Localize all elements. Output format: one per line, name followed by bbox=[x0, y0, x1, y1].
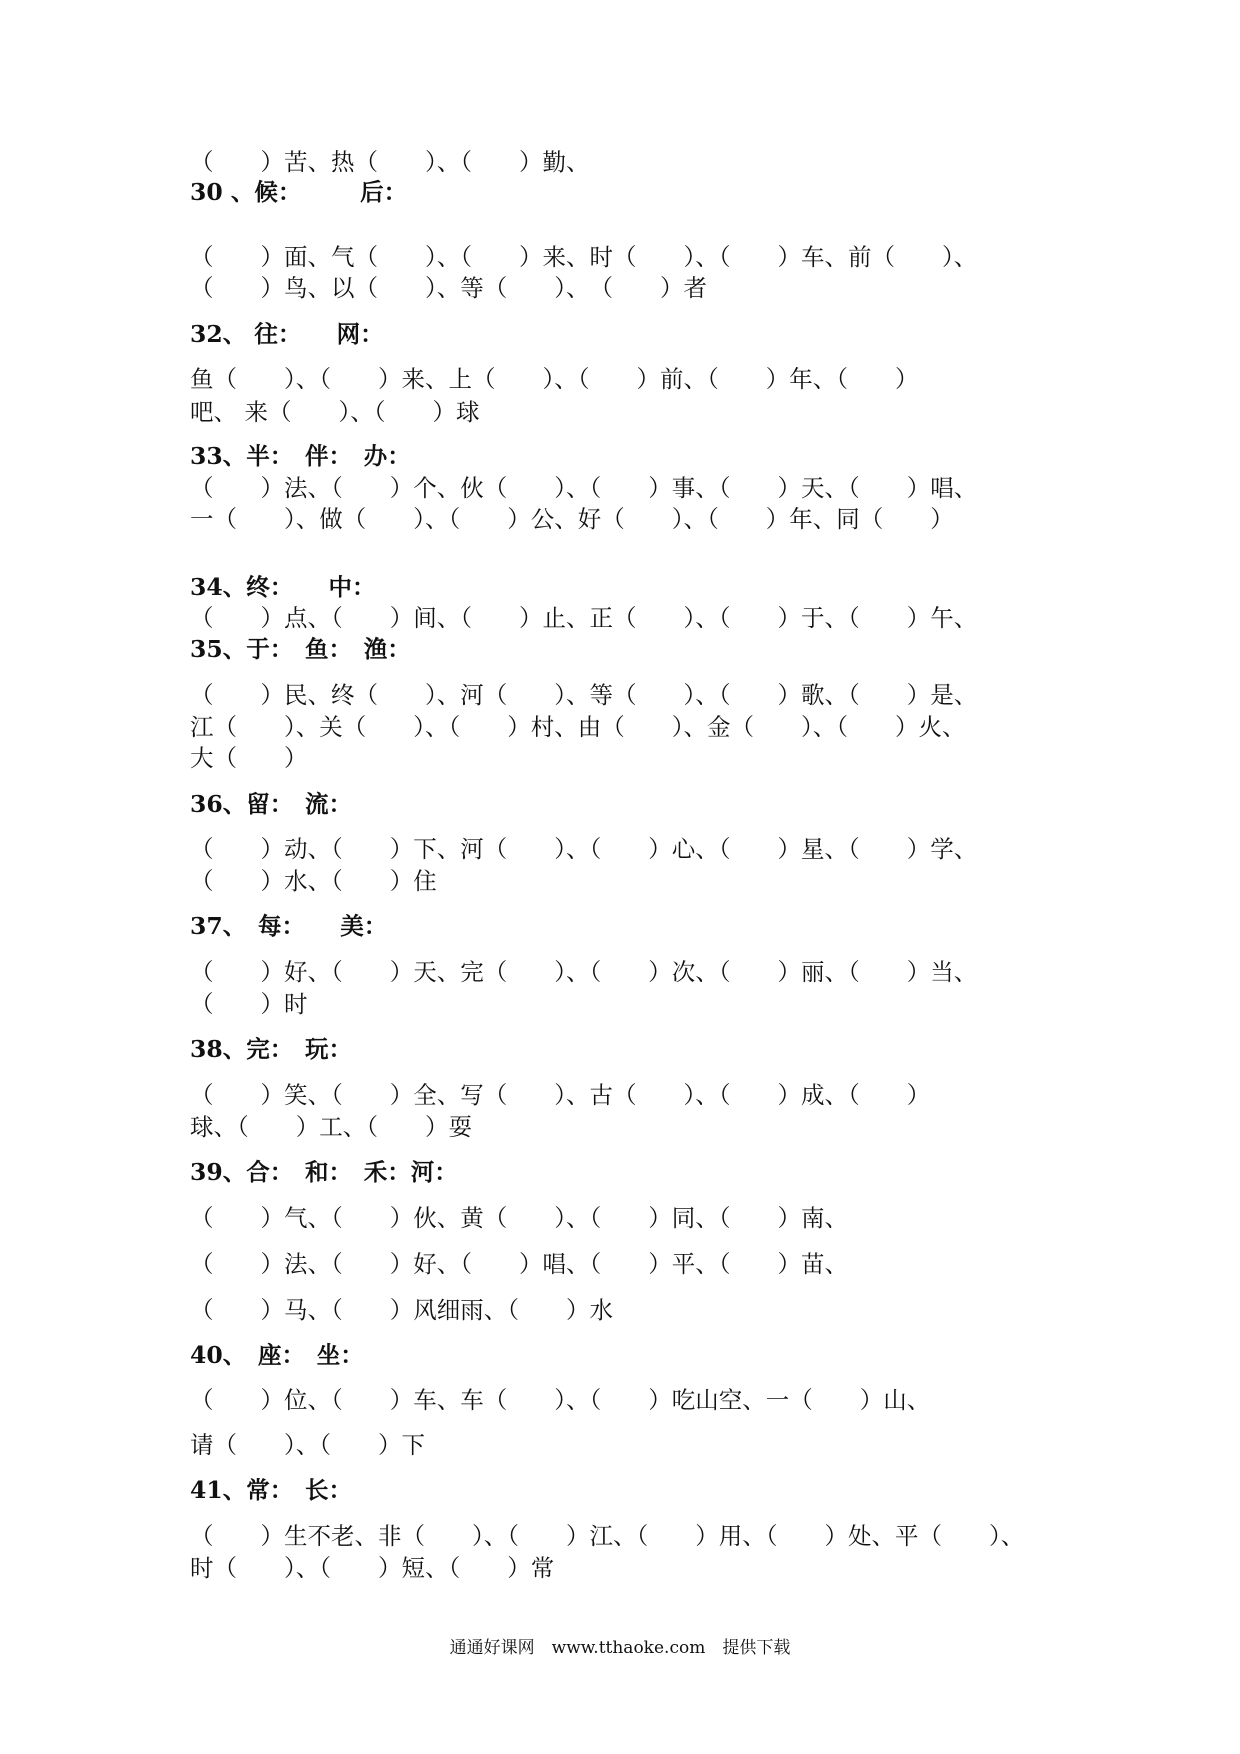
exercise-line: （ ）面、气（ ）、（ ）来、时（ ）、（ ）车、前（ ）、 bbox=[190, 243, 978, 271]
exercise-line: （ ）民、终（ ）、河（ ）、等（ ）、（ ）歌、（ ）是、 bbox=[190, 681, 978, 709]
question-heading: 39、合： 和： 禾：河： bbox=[190, 1158, 458, 1186]
footer-credit: 通通好课网 www.tthaoke.com 提供下载 bbox=[449, 1638, 791, 1658]
exercise-line: （ ）鸟、以（ ）、等（ ）、 （ ）者 bbox=[190, 274, 707, 302]
exercise-line: 球、（ ）工、（ ）耍 bbox=[190, 1113, 472, 1141]
exercise-line: （ ）马、（ ）风细雨、（ ）水 bbox=[190, 1296, 613, 1324]
exercise-line: （ ）水、（ ）住 bbox=[190, 867, 437, 895]
exercise-line: （ ）苦、热（ ）、（ ）勤、 bbox=[190, 148, 590, 176]
question-heading: 41、常： 长： bbox=[190, 1476, 352, 1504]
exercise-line: 请（ ）、（ ）下 bbox=[190, 1431, 425, 1459]
exercise-line: 江（ ）、关（ ）、（ ）村、由（ ）、金（ ）、（ ）火、 bbox=[190, 713, 966, 741]
exercise-line: （ ）生不老、非（ ）、（ ）江、（ ）用、（ ）处、平（ ）、 bbox=[190, 1522, 1025, 1550]
exercise-line: （ ）点、（ ）间、（ ）止、正（ ）、（ ）于、（ ）午、 bbox=[190, 604, 978, 632]
question-heading: 32、 往： 网： bbox=[190, 320, 384, 348]
question-heading: 34、终： 中： bbox=[190, 573, 376, 601]
exercise-line: （ ）时 bbox=[190, 990, 308, 1018]
exercise-line: 大（ ） bbox=[190, 744, 308, 772]
question-heading: 33、半： 伴： 办： bbox=[190, 442, 411, 470]
exercise-line: （ ）法、（ ）个、伙（ ）、（ ）事、（ ）天、（ ）唱、 bbox=[190, 474, 978, 502]
exercise-line: 时（ ）、（ ）短、（ ）常 bbox=[190, 1554, 555, 1582]
exercise-line: 一（ ）、做（ ）、（ ）公、好（ ）、（ ）年、同（ ） bbox=[190, 505, 954, 533]
question-heading: 40、 座： 坐： bbox=[190, 1341, 364, 1369]
exercise-line: （ ）好、（ ）天、完（ ）、（ ）次、（ ）丽、（ ）当、 bbox=[190, 958, 978, 986]
exercise-line: （ ）位、（ ）车、车（ ）、（ ）吃山空、一（ ）山、 bbox=[190, 1386, 931, 1414]
exercise-line: （ ）法、（ ）好、（ ）唱、（ ）平、（ ）苗、 bbox=[190, 1250, 848, 1278]
exercise-line: （ ）动、（ ）下、河（ ）、（ ）心、（ ）星、（ ）学、 bbox=[190, 835, 978, 863]
question-heading: 36、留： 流： bbox=[190, 790, 352, 818]
exercise-line: 鱼（ ）、（ ）来、上（ ）、（ ）前、（ ）年、（ ） bbox=[190, 365, 919, 393]
question-heading: 35、于： 鱼： 渔： bbox=[190, 635, 411, 663]
exercise-line: 吧、 来（ ）、（ ）球 bbox=[190, 398, 480, 426]
exercise-line: （ ）笑、（ ）全、写（ ）、古（ ）、（ ）成、（ ） bbox=[190, 1081, 931, 1109]
question-heading: 37、 每： 美： bbox=[190, 912, 388, 940]
question-heading: 38、完： 玩： bbox=[190, 1035, 352, 1063]
question-heading: 30 、候： 后： bbox=[190, 178, 408, 206]
exercise-line: （ ）气、（ ）伙、黄（ ）、（ ）同、（ ）南、 bbox=[190, 1204, 848, 1232]
